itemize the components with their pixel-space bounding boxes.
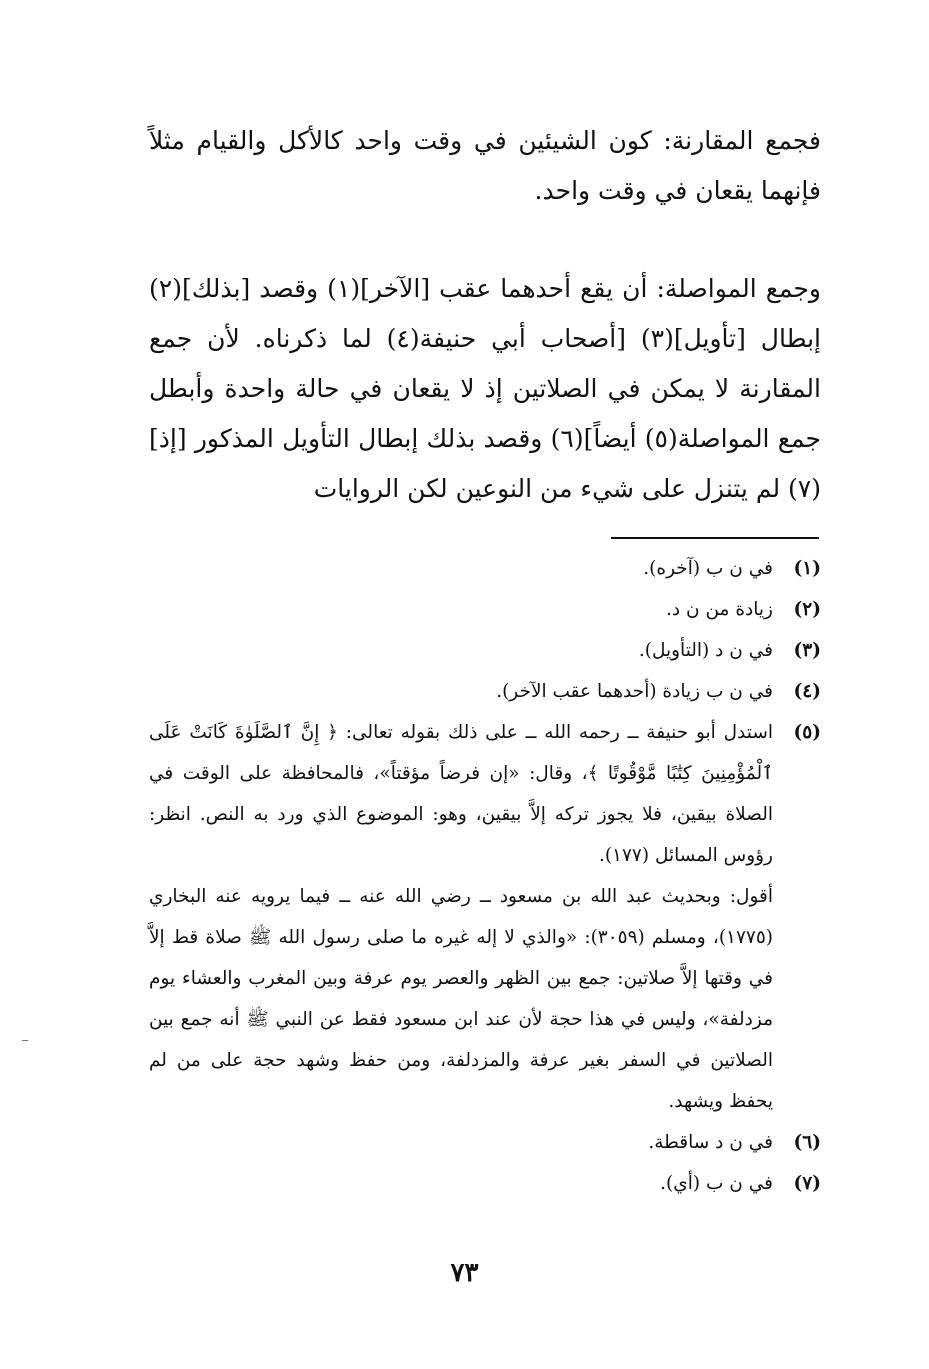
footnote-text: في ن ب (آخره). xyxy=(643,558,773,579)
footnote-text: استدل أبو حنيفة ــ رحمه الله ــ على ذلك بقوله تعالى: ﴿ إِنَّ ٱلصَّلَوٰةَ كَانَتْ عَلَى ٱلْمُؤْمِنِينَ كِتَٰبًا مَّوْقُوتًا ﴾، وقال: «إن فرضاً مؤقتاً»، فالمحافظة على الوقت في الصلاة بيقين، فلا يجوز تركه إلاَّ بيقين، وهو: الموضوع الذي ورد به النص. انظر: رؤوس المسائل (١٧٧). xyxy=(149,722,773,866)
footnote-6 xyxy=(149,1122,821,1163)
footnote-2 xyxy=(149,589,821,630)
footnote-5-continuation: أقول: وبحديث عبد الله بن مسعود ــ رضي الله عنه ــ فيما يرويه عنه البخاري (١٧٧٥)، ومسلم (٣٠٥٩): «والذي لا إله غيره ما صلى رسول الله ﷺ صلاة قط إلاَّ في وقتها إلاَّ صلاتين: جمع بين الظهر والعصر يوم عرفة وبين المغرب والعشاء يوم مزدلفة»، وليس في هذا حجة لأن عند ابن مسعود فقط عن النبي ﷺ أنه جمع بين الصلاتين في السفر بغير عرفة والمزدلفة، ومن حفظ وشهد حجة على من لم يحفظ ويشهد. xyxy=(149,886,774,1112)
footnote-number: (٤) xyxy=(793,681,821,702)
footnote-5 xyxy=(149,712,821,876)
footnote-text: في ن ب (أي). xyxy=(660,1173,773,1194)
page-number: ٧٣ xyxy=(450,1258,479,1288)
footnotes-section xyxy=(149,548,821,1204)
footnote-text: زيادة من ن د. xyxy=(666,599,773,620)
footnote-7 xyxy=(149,1163,821,1204)
footnote-number: (٧) xyxy=(793,1173,821,1194)
body-paragraph-2: وجمع المواصلة: أن يقع أحدهما عقب [الآخر](١) وقصد [بذلك](٢) إبطال [تأويل](٣) [أصحاب أبي حنيفة(٤) لما ذكرناه. لأن جمع المقارنة لا يمكن في الصلاتين إذ لا يقعان في حالة واحدة وأبطل جمع المواصلة(٥) أيضاً](٦) وقصد بذلك إبطال التأويل المذكور [إذ](٧) لم يتنزل على شيء من النوعين لكن الروايات xyxy=(149,274,821,503)
footnote-separator xyxy=(611,537,819,539)
footnote-text: في ن د (التأويل). xyxy=(638,640,773,661)
footnote-number: (٢) xyxy=(793,599,821,620)
footnote-text: في ن ب زيادة (أحدهما عقب الآخر). xyxy=(496,681,773,702)
footnote-number: (٥) xyxy=(793,722,821,743)
footnote-1 xyxy=(149,548,821,589)
footnote-4 xyxy=(149,671,821,712)
footnote-number: (٦) xyxy=(793,1132,821,1153)
scan-speck xyxy=(22,1040,28,1041)
footnote-text: في ن د ساقطة. xyxy=(648,1132,773,1153)
footnote-number: (٣) xyxy=(793,640,821,661)
footnote-number: (١) xyxy=(793,558,821,579)
body-paragraph-1: فجمع المقارنة: كون الشيئين في وقت واحد كالأكل والقيام مثلاً فإنهما يقعان في وقت واحد. xyxy=(149,126,821,205)
footnote-3 xyxy=(149,630,821,671)
